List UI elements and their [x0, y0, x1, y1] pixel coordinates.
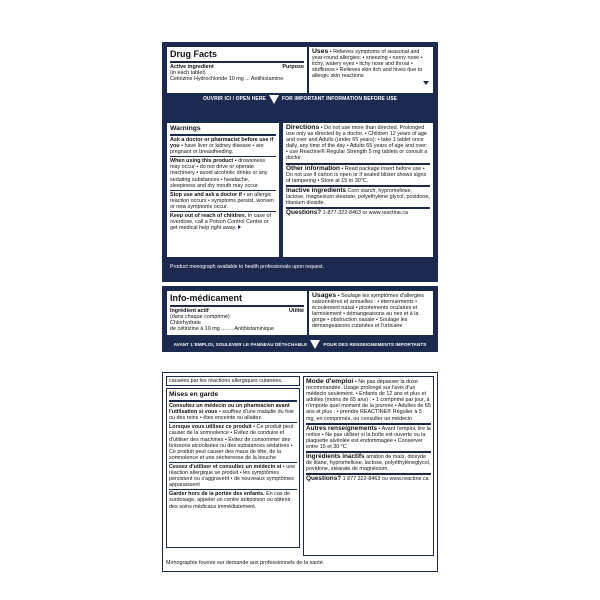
directions-box [282, 122, 434, 258]
questions-title: Questions? [286, 209, 322, 217]
fr-banner-right: POUR DES RENSEIGNEMENTS IMPORTANTS [323, 341, 427, 347]
inactive-text: Corn starch, hypromellose, lactose, magnesium stearate, polyethylene glycol, povidone, titanium dioxide. [286, 187, 430, 207]
drug-facts-panel-en [162, 42, 438, 282]
drug-facts-box [166, 46, 308, 94]
autres-text: • Avant l'emploi, lire la notice • Ne pas utiliser si la boîte est ouverte ou la plaquette alvéolée est endommagée • Conserver entre 15 et 30 °C [306, 425, 431, 450]
ingredient-actif-label: Ingrédient actif [170, 308, 209, 314]
questions-text: 1-877-322-8463 or www.reactine.ca [322, 210, 409, 217]
consult-heading: Consultez un médecin ou un pharmacien avant l'utilisation si vous [169, 403, 290, 416]
fr-per-tablet: (dans chaque comprimé) [170, 314, 230, 321]
mode-emploi-text: • Ne pas dépasser la dose recommandée. Usage prolongé sur l'avis d'un médecin seulement. • Enfants de 12 ans et plus et adultes (moins de 65 ans) : • 1 comprimé par jour, à n'importe quel moment de la journée • Adultes de 65 ans et plus : • prendre REACTINE® Régulier à 5 mg, en comprimés, ou consulter un médecin [306, 379, 431, 422]
arrow-down-icon [310, 340, 320, 349]
fr-when-using-text: • Ce produit peut causer de la somnolence • Évitez de conduire et d'utiliser des machines • Évitez de consommer des boissons alcoolisées ou des substances sédatives • Ce produit peut causer des maux de tête, de la somnolence et une sécheresse de la bouche [169, 424, 294, 461]
fr-cont-text: causées par les réactions allergiques cutanées. [166, 376, 300, 386]
fr-questions-title: Questions? [306, 475, 342, 483]
consult-text: • souffrez d'une maladie du foie ou des reins • êtes enceinte ou allaitez. [169, 409, 294, 422]
other-info-text: • Read package insert before use • Do not use if carton is open or if sealed blister shows signs of tampering • Store at 15 to 30°C. [286, 165, 427, 184]
uses-title: Uses [312, 48, 329, 55]
fr-banner-left: AVANT L'EMPLOI, SOULEVER LE PANNEAU DÉTACHABLE [173, 341, 308, 347]
ask-doctor-text: • have liver or kidney disease • are pregnant or breastfeeding. [170, 143, 264, 156]
info-medicament-title: Info-médicament [170, 293, 243, 303]
continue-right-icon [238, 225, 241, 229]
stop-use-text: • an allergic reaction occurs • symptoms persist, worsen or new symptoms occur. [170, 191, 274, 210]
uses-box [308, 46, 434, 94]
autres-title: Autres renseignements [306, 424, 378, 432]
banner-right-text: FOR IMPORTANT INFORMATION BEFORE USE [281, 96, 398, 102]
warnings-title: Warnings [170, 125, 201, 132]
fr-stop-text: • une réaction allergique se produit • les symptômes persistent ou s'aggravent • de nouveaux symptômes apparaissent [169, 463, 296, 489]
when-using-text: • drowsiness may occur • do not drive or operate machinery • avoid alcoholic drinks or any sedating substances • headache, sleepiness and dry mouth may occur. [170, 158, 268, 189]
drug-facts-title: Drug Facts [170, 49, 218, 59]
directions-title: Directions [286, 124, 320, 131]
fr-when-using-heading: Lorsque vous utilisez ce produit [169, 424, 252, 431]
stop-use-heading: Stop use and ask a doctor if [170, 191, 242, 198]
info-medicament-box [166, 290, 308, 336]
other-info-title: Other information [286, 164, 340, 172]
usages-title: Usages [312, 292, 337, 299]
fr-left-column [166, 376, 300, 556]
mises-en-garde-title: Mises en garde [169, 391, 219, 399]
continue-down-icon [423, 72, 429, 90]
usages-box [308, 290, 434, 336]
arrow-down-icon [269, 95, 279, 104]
ask-doctor-heading: Ask a doctor or pharmacist before use if you [170, 137, 274, 150]
keep-out-text: In case of overdose, call a Poison Control Centre or get medical help right away. [170, 213, 271, 232]
fr-open-banner[interactable] [162, 336, 438, 352]
fr-keep-text: En cas de surdosage, appeler un centre antipoison ou obtenir des soins médicaux immédiatement. [169, 491, 291, 510]
utilite-label: Utilité [289, 308, 304, 314]
mises-en-garde-box [166, 388, 300, 548]
usages-text: • Soulage les symptômes d'allergies saisonnières et annuelles : • éternuements • écoulement nasal • picotements oculaires et larmoiement • démangeaisons au nez et à la gorge • obstruction nasale • Soulage les démangeaisons cutanées et l'urticaire [312, 293, 424, 330]
when-using-heading: When using this product [170, 158, 234, 165]
fr-chlorhydrate: Chlorhydrate [170, 320, 201, 327]
ingredient-line: Cetirizine Hydrochloride 10 mg ... Antihistamine [170, 76, 284, 83]
footer-note-en: Product monograph available to health professionals upon request. [170, 264, 324, 270]
fr-keep-heading: Garder hors de la portée des enfants. [169, 491, 265, 498]
active-ingredient-label: Active ingredient [170, 64, 214, 70]
mode-emploi-title: Mode d'emploi [306, 378, 354, 385]
inactive-title: Inactive ingredients [286, 186, 347, 194]
directions-text: • Do not use more than directed. Prolonged use only as directed by a doctor. • Children 12 years of age and over and Adults (under 65 years): • take 1 tablet once daily, any time of the day • Adults 65 years of age and over: • use Reactine® Regular Strength 5 mg tablets or consult a doctor. [286, 125, 428, 162]
per-tablet-text: (in each tablet) [170, 70, 206, 77]
fr-stop-heading: Cessez d'utiliser et consultez un médecin si [169, 463, 282, 470]
fr-detail-panel [162, 372, 438, 572]
fr-ingredient-line: de cétirizine à 10 mg ........ Antihistaminique [170, 326, 274, 333]
uses-text: • Relieves symptoms of seasonal and year-round allergies: • sneezing • runny nose • itchy, watery eyes • itchy nose and throat • stuffiness • Relieves skin itch and hives due to allergic skin reactions [312, 49, 423, 80]
purpose-label: Purpose [282, 64, 304, 70]
banner-left-text: OUVRIR ICI / OPEN HERE [202, 96, 266, 102]
inactifs-title: Ingrédients inactifs [306, 453, 365, 461]
fr-questions-text: 1 877 322-8463 ou www.reactine.ca [342, 476, 429, 483]
fr-right-column [303, 376, 434, 556]
keep-out-heading: Keep out of reach of children. [170, 213, 247, 220]
open-here-banner[interactable] [162, 92, 438, 106]
inactifs-text: amidon de maïs, dioxyde de titane, hypromellose, lactose, polyéthylèneglycol, povidone, stéarate de magnésium. [306, 454, 431, 473]
footer-note-fr: Monographie fournie sur demande aux professionnels de la santé. [166, 560, 325, 566]
warnings-box [166, 122, 280, 258]
info-medicament-panel [162, 286, 438, 352]
